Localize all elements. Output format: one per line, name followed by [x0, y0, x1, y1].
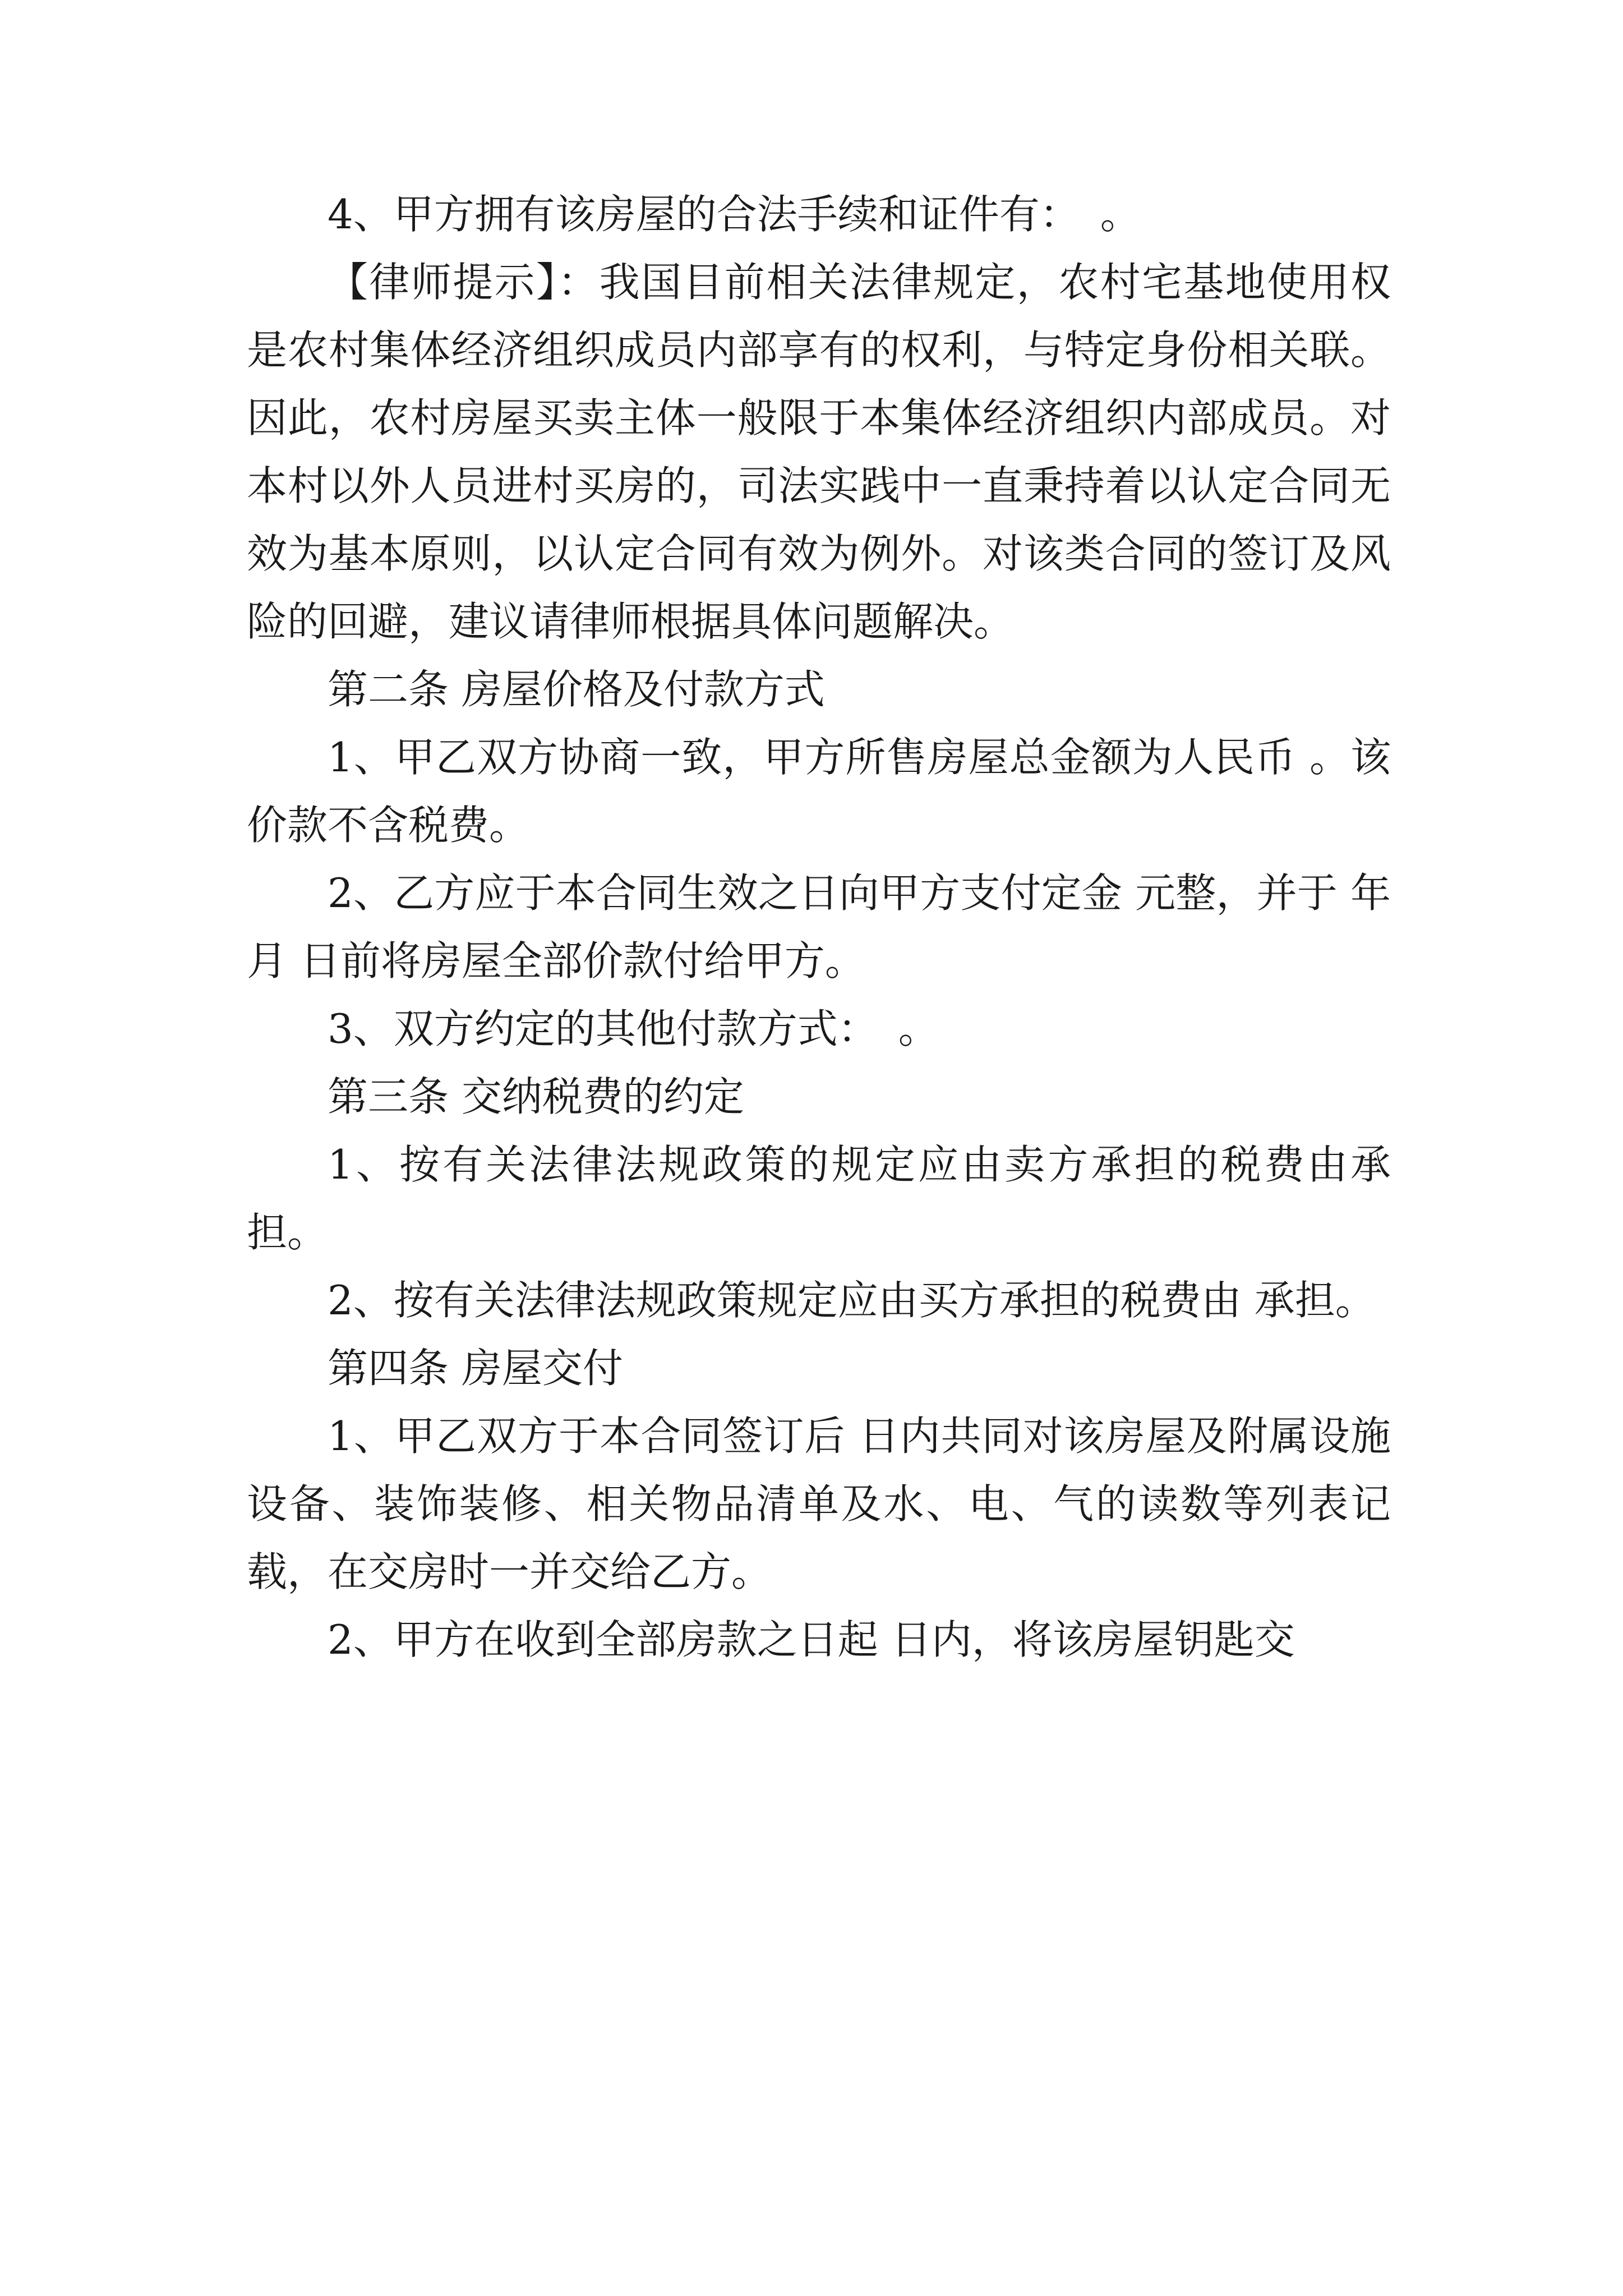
heading-article-3: 第三条 交纳税费的约定 [328, 1073, 744, 1120]
paragraph-article-3-item-1: 1、按有关法律法规政策的规定应由卖方承担的税费由承担。 [247, 1141, 1391, 1256]
heading-article-2: 第二条 房屋价格及付款方式 [328, 666, 825, 713]
document-body [247, 181, 1391, 1674]
heading-article-4: 第四条 房屋交付 [328, 1345, 623, 1392]
paragraph-article-3-item-2: 2、按有关法律法规政策规定应由买方承担的税费由 承担。 [328, 1277, 1376, 1324]
paragraph-article-4-item-1: 1、甲乙双方于本合同签订后 日内共同对该房屋及附属设施设备、装饰装修、相关物品清单及水、电、气的读数等列表记载，在交房时一并交给乙方。 [247, 1412, 1391, 1595]
paragraph-article-2-item-3: 3、双方约定的其他付款方式： 。 [328, 1005, 939, 1052]
paragraph-lawyer-tip: 【律师提示】：我国目前相关法律规定，农村宅基地使用权是农村集体经济组织成员内部享有的权利，与特定身份相关联。因此，农村房屋买卖主体一般限于本集体经济组织内部成员。对本村以外人员进村买房的，司法实践中一直秉持着以认定合同无效为基本原则，以认定合同有效为例外。对该类合同的签订及风险的回避，建议请律师根据具体问题解决。 [247, 259, 1391, 645]
paragraph-article-2-item-2: 2、乙方应于本合同生效之日向甲方支付定金 元整，并于 年 月 日前将房屋全部价款付给甲方。 [247, 869, 1391, 984]
paragraph-certificates: 4、甲方拥有该房屋的合法手续和证件有： 。 [328, 191, 1141, 238]
paragraph-article-4-item-2: 2、甲方在收到全部房款之日起 日内，将该房屋钥匙交 [328, 1616, 1295, 1663]
paragraph-article-2-item-1: 1、甲乙双方协商一致，甲方所售房屋总金额为人民币 。该价款不含税费。 [247, 734, 1391, 849]
